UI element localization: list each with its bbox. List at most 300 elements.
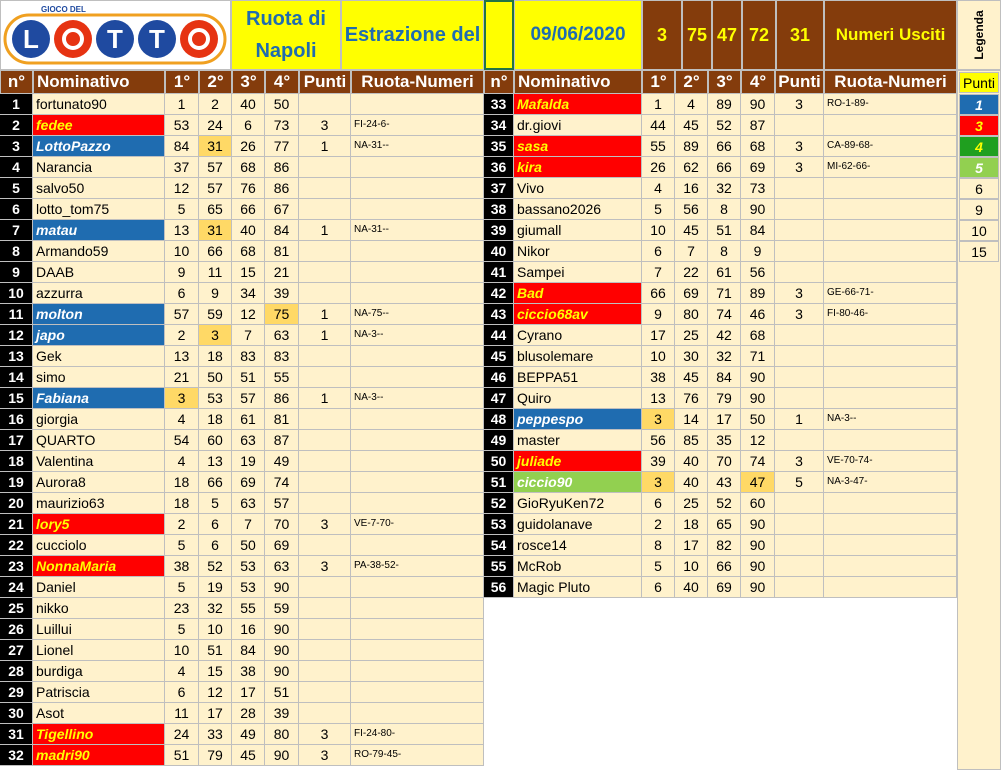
number-cell[interactable]: 17 xyxy=(708,409,741,430)
number-cell[interactable]: 90 xyxy=(741,514,775,535)
player-name-cell[interactable]: giorgia xyxy=(33,409,165,430)
number-cell[interactable]: 80 xyxy=(265,724,299,745)
ruota-numeri-cell[interactable] xyxy=(351,241,484,262)
number-cell[interactable]: 17 xyxy=(675,535,708,556)
number-cell[interactable]: 46 xyxy=(741,304,775,325)
number-cell[interactable]: 60 xyxy=(199,430,232,451)
punti-cell[interactable]: 1 xyxy=(299,136,351,157)
number-cell[interactable]: 23 xyxy=(165,598,199,619)
number-cell[interactable]: 68 xyxy=(232,157,265,178)
number-cell[interactable]: 7 xyxy=(675,241,708,262)
number-cell[interactable]: 5 xyxy=(165,199,199,220)
punti-cell[interactable]: 3 xyxy=(299,514,351,535)
number-cell[interactable]: 83 xyxy=(265,346,299,367)
number-cell[interactable]: 5 xyxy=(165,619,199,640)
number-cell[interactable]: 51 xyxy=(165,745,199,766)
punti-cell[interactable] xyxy=(299,346,351,367)
punti-cell[interactable]: 3 xyxy=(775,157,824,178)
number-cell[interactable]: 52 xyxy=(708,115,741,136)
punti-cell[interactable] xyxy=(775,388,824,409)
number-cell[interactable]: 49 xyxy=(265,451,299,472)
ruota-numeri-cell[interactable] xyxy=(824,514,957,535)
row-number-cell[interactable]: 26 xyxy=(0,619,33,640)
number-cell[interactable]: 31 xyxy=(199,136,232,157)
punti-cell[interactable] xyxy=(775,178,824,199)
number-cell[interactable]: 56 xyxy=(642,430,675,451)
row-number-cell[interactable]: 40 xyxy=(484,241,514,262)
ruota-numeri-cell[interactable] xyxy=(824,577,957,598)
number-cell[interactable]: 79 xyxy=(199,745,232,766)
number-cell[interactable]: 47 xyxy=(741,472,775,493)
row-number-cell[interactable]: 22 xyxy=(0,535,33,556)
row-number-cell[interactable]: 14 xyxy=(0,367,33,388)
number-cell[interactable]: 90 xyxy=(741,94,775,115)
number-cell[interactable]: 66 xyxy=(708,157,741,178)
row-number-cell[interactable]: 29 xyxy=(0,682,33,703)
ruota-numeri-cell[interactable] xyxy=(351,178,484,199)
row-number-cell[interactable]: 43 xyxy=(484,304,514,325)
number-cell[interactable]: 18 xyxy=(199,346,232,367)
punti-cell[interactable] xyxy=(299,241,351,262)
player-name-cell[interactable]: fedee xyxy=(33,115,165,136)
number-cell[interactable]: 17 xyxy=(199,703,232,724)
number-cell[interactable]: 84 xyxy=(741,220,775,241)
number-cell[interactable]: 59 xyxy=(265,598,299,619)
punti-cell[interactable]: 3 xyxy=(775,451,824,472)
row-number-cell[interactable]: 25 xyxy=(0,598,33,619)
player-name-cell[interactable]: juliade xyxy=(514,451,642,472)
number-cell[interactable]: 19 xyxy=(199,577,232,598)
ruota-numeri-cell[interactable]: FI-24-6- xyxy=(351,115,484,136)
number-cell[interactable]: 71 xyxy=(741,346,775,367)
number-cell[interactable]: 85 xyxy=(675,430,708,451)
punti-cell[interactable] xyxy=(299,157,351,178)
number-cell[interactable]: 40 xyxy=(675,577,708,598)
number-cell[interactable]: 50 xyxy=(199,367,232,388)
punti-cell[interactable] xyxy=(299,367,351,388)
ruota-numeri-cell[interactable]: NA-31-- xyxy=(351,136,484,157)
number-cell[interactable]: 90 xyxy=(265,661,299,682)
number-cell[interactable]: 35 xyxy=(708,430,741,451)
row-number-cell[interactable]: 11 xyxy=(0,304,33,325)
number-cell[interactable]: 2 xyxy=(165,325,199,346)
punti-cell[interactable]: 1 xyxy=(299,325,351,346)
number-cell[interactable]: 12 xyxy=(199,682,232,703)
number-cell[interactable]: 56 xyxy=(741,262,775,283)
number-cell[interactable]: 11 xyxy=(165,703,199,724)
row-number-cell[interactable]: 54 xyxy=(484,535,514,556)
row-number-cell[interactable]: 39 xyxy=(484,220,514,241)
ruota-numeri-cell[interactable] xyxy=(824,199,957,220)
number-cell[interactable]: 80 xyxy=(675,304,708,325)
number-cell[interactable]: 2 xyxy=(199,94,232,115)
player-name-cell[interactable]: cucciolo xyxy=(33,535,165,556)
player-name-cell[interactable]: maurizio63 xyxy=(33,493,165,514)
row-number-cell[interactable]: 24 xyxy=(0,577,33,598)
row-number-cell[interactable]: 56 xyxy=(484,577,514,598)
row-number-cell[interactable]: 49 xyxy=(484,430,514,451)
row-number-cell[interactable]: 23 xyxy=(0,556,33,577)
ruota-numeri-cell[interactable] xyxy=(351,535,484,556)
number-cell[interactable]: 45 xyxy=(675,220,708,241)
number-cell[interactable]: 3 xyxy=(642,409,675,430)
number-cell[interactable]: 5 xyxy=(165,535,199,556)
player-name-cell[interactable]: ciccio68av xyxy=(514,304,642,325)
row-number-cell[interactable]: 36 xyxy=(484,157,514,178)
punti-cell[interactable] xyxy=(299,640,351,661)
number-cell[interactable]: 5 xyxy=(642,199,675,220)
ruota-numeri-cell[interactable] xyxy=(824,115,957,136)
player-name-cell[interactable]: nikko xyxy=(33,598,165,619)
number-cell[interactable]: 38 xyxy=(165,556,199,577)
punti-cell[interactable] xyxy=(775,115,824,136)
number-cell[interactable]: 10 xyxy=(642,346,675,367)
player-name-cell[interactable]: Quiro xyxy=(514,388,642,409)
punti-cell[interactable]: 3 xyxy=(299,724,351,745)
number-cell[interactable]: 12 xyxy=(165,178,199,199)
number-cell[interactable]: 13 xyxy=(165,346,199,367)
punti-cell[interactable]: 3 xyxy=(299,745,351,766)
number-cell[interactable]: 6 xyxy=(642,577,675,598)
row-number-cell[interactable]: 27 xyxy=(0,640,33,661)
number-cell[interactable]: 13 xyxy=(642,388,675,409)
number-cell[interactable]: 17 xyxy=(642,325,675,346)
number-cell[interactable]: 28 xyxy=(232,703,265,724)
number-cell[interactable]: 9 xyxy=(165,262,199,283)
number-cell[interactable]: 66 xyxy=(642,283,675,304)
number-cell[interactable]: 51 xyxy=(232,367,265,388)
ruota-numeri-cell[interactable] xyxy=(351,346,484,367)
number-cell[interactable]: 63 xyxy=(265,556,299,577)
number-cell[interactable]: 1 xyxy=(165,94,199,115)
ruota-numeri-cell[interactable] xyxy=(351,94,484,115)
ruota-numeri-cell[interactable] xyxy=(351,283,484,304)
number-cell[interactable]: 57 xyxy=(199,178,232,199)
number-cell[interactable]: 8 xyxy=(642,535,675,556)
ruota-numeri-cell[interactable]: NA-3-47- xyxy=(824,472,957,493)
row-number-cell[interactable]: 5 xyxy=(0,178,33,199)
number-cell[interactable]: 39 xyxy=(265,283,299,304)
number-cell[interactable]: 84 xyxy=(265,220,299,241)
player-name-cell[interactable]: Fabiana xyxy=(33,388,165,409)
ruota-numeri-cell[interactable]: VE-70-74- xyxy=(824,451,957,472)
punti-cell[interactable] xyxy=(299,472,351,493)
row-number-cell[interactable]: 34 xyxy=(484,115,514,136)
number-cell[interactable]: 24 xyxy=(199,115,232,136)
number-cell[interactable]: 54 xyxy=(165,430,199,451)
number-cell[interactable]: 51 xyxy=(199,640,232,661)
number-cell[interactable]: 57 xyxy=(199,157,232,178)
punti-cell[interactable] xyxy=(775,577,824,598)
ruota-numeri-cell[interactable] xyxy=(351,451,484,472)
ruota-numeri-cell[interactable] xyxy=(824,556,957,577)
number-cell[interactable]: 18 xyxy=(165,472,199,493)
player-name-cell[interactable]: fortunato90 xyxy=(33,94,165,115)
ruota-numeri-cell[interactable] xyxy=(351,262,484,283)
row-number-cell[interactable]: 46 xyxy=(484,367,514,388)
punti-cell[interactable] xyxy=(775,430,824,451)
player-name-cell[interactable]: simo xyxy=(33,367,165,388)
number-cell[interactable]: 90 xyxy=(741,367,775,388)
number-cell[interactable]: 4 xyxy=(675,94,708,115)
number-cell[interactable]: 15 xyxy=(199,661,232,682)
number-cell[interactable]: 73 xyxy=(741,178,775,199)
number-cell[interactable]: 39 xyxy=(265,703,299,724)
number-cell[interactable]: 71 xyxy=(708,283,741,304)
number-cell[interactable]: 6 xyxy=(199,514,232,535)
player-name-cell[interactable]: Bad xyxy=(514,283,642,304)
punti-cell[interactable] xyxy=(299,409,351,430)
punti-cell[interactable] xyxy=(299,577,351,598)
number-cell[interactable]: 57 xyxy=(232,388,265,409)
punti-cell[interactable]: 1 xyxy=(299,220,351,241)
player-name-cell[interactable]: McRob xyxy=(514,556,642,577)
number-cell[interactable]: 66 xyxy=(199,472,232,493)
number-cell[interactable]: 52 xyxy=(199,556,232,577)
player-name-cell[interactable]: salvo50 xyxy=(33,178,165,199)
number-cell[interactable]: 16 xyxy=(675,178,708,199)
number-cell[interactable]: 69 xyxy=(741,157,775,178)
ruota-numeri-cell[interactable] xyxy=(824,535,957,556)
punti-cell[interactable]: 3 xyxy=(775,136,824,157)
number-cell[interactable]: 5 xyxy=(165,577,199,598)
number-cell[interactable]: 66 xyxy=(232,199,265,220)
number-cell[interactable]: 87 xyxy=(265,430,299,451)
ruota-numeri-cell[interactable] xyxy=(824,220,957,241)
punti-cell[interactable] xyxy=(299,262,351,283)
ruota-numeri-cell[interactable] xyxy=(351,577,484,598)
number-cell[interactable]: 66 xyxy=(708,136,741,157)
number-cell[interactable]: 6 xyxy=(642,241,675,262)
punti-cell[interactable] xyxy=(775,199,824,220)
number-cell[interactable]: 68 xyxy=(232,241,265,262)
row-number-cell[interactable]: 44 xyxy=(484,325,514,346)
punti-cell[interactable] xyxy=(299,199,351,220)
number-cell[interactable]: 69 xyxy=(675,283,708,304)
number-cell[interactable]: 70 xyxy=(265,514,299,535)
punti-cell[interactable] xyxy=(299,619,351,640)
punti-cell[interactable] xyxy=(299,493,351,514)
row-number-cell[interactable]: 17 xyxy=(0,430,33,451)
row-number-cell[interactable]: 4 xyxy=(0,157,33,178)
ruota-numeri-cell[interactable] xyxy=(824,325,957,346)
number-cell[interactable]: 42 xyxy=(708,325,741,346)
punti-cell[interactable] xyxy=(299,178,351,199)
number-cell[interactable]: 30 xyxy=(675,346,708,367)
number-cell[interactable]: 81 xyxy=(265,241,299,262)
punti-cell[interactable] xyxy=(775,346,824,367)
number-cell[interactable]: 18 xyxy=(199,409,232,430)
ruota-numeri-cell[interactable] xyxy=(351,598,484,619)
number-cell[interactable]: 4 xyxy=(165,409,199,430)
number-cell[interactable]: 82 xyxy=(708,535,741,556)
player-name-cell[interactable]: NonnaMaria xyxy=(33,556,165,577)
punti-cell[interactable]: 3 xyxy=(775,304,824,325)
number-cell[interactable]: 68 xyxy=(741,325,775,346)
player-name-cell[interactable]: Armando59 xyxy=(33,241,165,262)
ruota-numeri-cell[interactable]: CA-89-68- xyxy=(824,136,957,157)
punti-cell[interactable]: 5 xyxy=(775,472,824,493)
player-name-cell[interactable]: molton xyxy=(33,304,165,325)
number-cell[interactable]: 19 xyxy=(232,451,265,472)
punti-cell[interactable] xyxy=(299,661,351,682)
number-cell[interactable]: 60 xyxy=(741,493,775,514)
number-cell[interactable]: 2 xyxy=(165,514,199,535)
player-name-cell[interactable]: Gek xyxy=(33,346,165,367)
number-cell[interactable]: 10 xyxy=(642,220,675,241)
number-cell[interactable]: 90 xyxy=(265,619,299,640)
punti-cell[interactable]: 3 xyxy=(299,556,351,577)
punti-cell[interactable] xyxy=(299,682,351,703)
number-cell[interactable]: 9 xyxy=(642,304,675,325)
number-cell[interactable]: 53 xyxy=(232,556,265,577)
player-name-cell[interactable]: azzurra xyxy=(33,283,165,304)
number-cell[interactable]: 90 xyxy=(741,535,775,556)
number-cell[interactable]: 90 xyxy=(741,199,775,220)
ruota-numeri-cell[interactable] xyxy=(824,430,957,451)
row-number-cell[interactable]: 15 xyxy=(0,388,33,409)
punti-cell[interactable] xyxy=(775,556,824,577)
player-name-cell[interactable]: blusolemare xyxy=(514,346,642,367)
number-cell[interactable]: 6 xyxy=(642,493,675,514)
number-cell[interactable]: 1 xyxy=(642,94,675,115)
number-cell[interactable]: 5 xyxy=(642,556,675,577)
number-cell[interactable]: 81 xyxy=(265,409,299,430)
ruota-numeri-cell[interactable]: NA-3-- xyxy=(351,325,484,346)
number-cell[interactable]: 77 xyxy=(265,136,299,157)
number-cell[interactable]: 40 xyxy=(675,451,708,472)
player-name-cell[interactable]: ciccio90 xyxy=(514,472,642,493)
row-number-cell[interactable]: 16 xyxy=(0,409,33,430)
number-cell[interactable]: 25 xyxy=(675,493,708,514)
row-number-cell[interactable]: 52 xyxy=(484,493,514,514)
row-number-cell[interactable]: 8 xyxy=(0,241,33,262)
row-number-cell[interactable]: 53 xyxy=(484,514,514,535)
number-cell[interactable]: 8 xyxy=(708,241,741,262)
ruota-numeri-cell[interactable]: NA-75-- xyxy=(351,304,484,325)
number-cell[interactable]: 90 xyxy=(265,577,299,598)
number-cell[interactable]: 26 xyxy=(232,136,265,157)
number-cell[interactable]: 5 xyxy=(199,493,232,514)
player-name-cell[interactable]: japo xyxy=(33,325,165,346)
number-cell[interactable]: 74 xyxy=(708,304,741,325)
number-cell[interactable]: 40 xyxy=(232,220,265,241)
row-number-cell[interactable]: 51 xyxy=(484,472,514,493)
number-cell[interactable]: 56 xyxy=(675,199,708,220)
row-number-cell[interactable]: 6 xyxy=(0,199,33,220)
punti-cell[interactable] xyxy=(775,241,824,262)
ruota-numeri-cell[interactable]: NA-31-- xyxy=(351,220,484,241)
number-cell[interactable]: 90 xyxy=(741,577,775,598)
row-number-cell[interactable]: 31 xyxy=(0,724,33,745)
ruota-numeri-cell[interactable]: NA-3-- xyxy=(824,409,957,430)
number-cell[interactable]: 32 xyxy=(708,346,741,367)
number-cell[interactable]: 59 xyxy=(199,304,232,325)
punti-cell[interactable] xyxy=(775,220,824,241)
punti-cell[interactable] xyxy=(775,262,824,283)
number-cell[interactable]: 86 xyxy=(265,157,299,178)
number-cell[interactable]: 70 xyxy=(708,451,741,472)
player-name-cell[interactable]: Magic Pluto xyxy=(514,577,642,598)
ruota-numeri-cell[interactable] xyxy=(351,703,484,724)
player-name-cell[interactable]: rosce14 xyxy=(514,535,642,556)
number-cell[interactable]: 9 xyxy=(199,283,232,304)
number-cell[interactable]: 34 xyxy=(232,283,265,304)
player-name-cell[interactable]: Luillui xyxy=(33,619,165,640)
number-cell[interactable]: 50 xyxy=(741,409,775,430)
number-cell[interactable]: 10 xyxy=(165,640,199,661)
number-cell[interactable]: 53 xyxy=(165,115,199,136)
punti-cell[interactable] xyxy=(775,367,824,388)
punti-cell[interactable] xyxy=(299,535,351,556)
ruota-numeri-cell[interactable] xyxy=(824,262,957,283)
number-cell[interactable]: 18 xyxy=(675,514,708,535)
punti-cell[interactable] xyxy=(299,703,351,724)
number-cell[interactable]: 37 xyxy=(165,157,199,178)
player-name-cell[interactable]: LottoPazzo xyxy=(33,136,165,157)
ruota-numeri-cell[interactable]: FI-24-80- xyxy=(351,724,484,745)
number-cell[interactable]: 43 xyxy=(708,472,741,493)
row-number-cell[interactable]: 9 xyxy=(0,262,33,283)
number-cell[interactable]: 76 xyxy=(232,178,265,199)
number-cell[interactable]: 89 xyxy=(741,283,775,304)
player-name-cell[interactable]: QUARTO xyxy=(33,430,165,451)
punti-cell[interactable] xyxy=(299,451,351,472)
number-cell[interactable]: 55 xyxy=(265,367,299,388)
number-cell[interactable]: 18 xyxy=(165,493,199,514)
row-number-cell[interactable]: 37 xyxy=(484,178,514,199)
player-name-cell[interactable]: dr.giovi xyxy=(514,115,642,136)
row-number-cell[interactable]: 7 xyxy=(0,220,33,241)
number-cell[interactable]: 4 xyxy=(165,661,199,682)
row-number-cell[interactable]: 30 xyxy=(0,703,33,724)
ruota-numeri-cell[interactable] xyxy=(351,157,484,178)
ruota-numeri-cell[interactable]: GE-66-71- xyxy=(824,283,957,304)
number-cell[interactable]: 86 xyxy=(265,178,299,199)
number-cell[interactable]: 6 xyxy=(165,682,199,703)
row-number-cell[interactable]: 20 xyxy=(0,493,33,514)
number-cell[interactable]: 52 xyxy=(708,493,741,514)
player-name-cell[interactable]: DAAB xyxy=(33,262,165,283)
number-cell[interactable]: 38 xyxy=(232,661,265,682)
player-name-cell[interactable]: Lionel xyxy=(33,640,165,661)
number-cell[interactable]: 61 xyxy=(708,262,741,283)
player-name-cell[interactable]: master xyxy=(514,430,642,451)
number-cell[interactable]: 57 xyxy=(165,304,199,325)
row-number-cell[interactable]: 19 xyxy=(0,472,33,493)
number-cell[interactable]: 32 xyxy=(708,178,741,199)
ruota-numeri-cell[interactable] xyxy=(351,472,484,493)
ruota-numeri-cell[interactable] xyxy=(824,367,957,388)
row-number-cell[interactable]: 32 xyxy=(0,745,33,766)
player-name-cell[interactable]: BEPPA51 xyxy=(514,367,642,388)
row-number-cell[interactable]: 1 xyxy=(0,94,33,115)
number-cell[interactable]: 22 xyxy=(675,262,708,283)
number-cell[interactable]: 40 xyxy=(232,94,265,115)
number-cell[interactable]: 8 xyxy=(708,199,741,220)
number-cell[interactable]: 3 xyxy=(642,472,675,493)
number-cell[interactable]: 51 xyxy=(708,220,741,241)
punti-cell[interactable] xyxy=(299,598,351,619)
player-name-cell[interactable]: burdiga xyxy=(33,661,165,682)
player-name-cell[interactable]: Valentina xyxy=(33,451,165,472)
number-cell[interactable]: 32 xyxy=(199,598,232,619)
ruota-numeri-cell[interactable] xyxy=(351,199,484,220)
player-name-cell[interactable]: Sampei xyxy=(514,262,642,283)
punti-cell[interactable] xyxy=(775,493,824,514)
number-cell[interactable]: 40 xyxy=(675,472,708,493)
number-cell[interactable]: 3 xyxy=(165,388,199,409)
